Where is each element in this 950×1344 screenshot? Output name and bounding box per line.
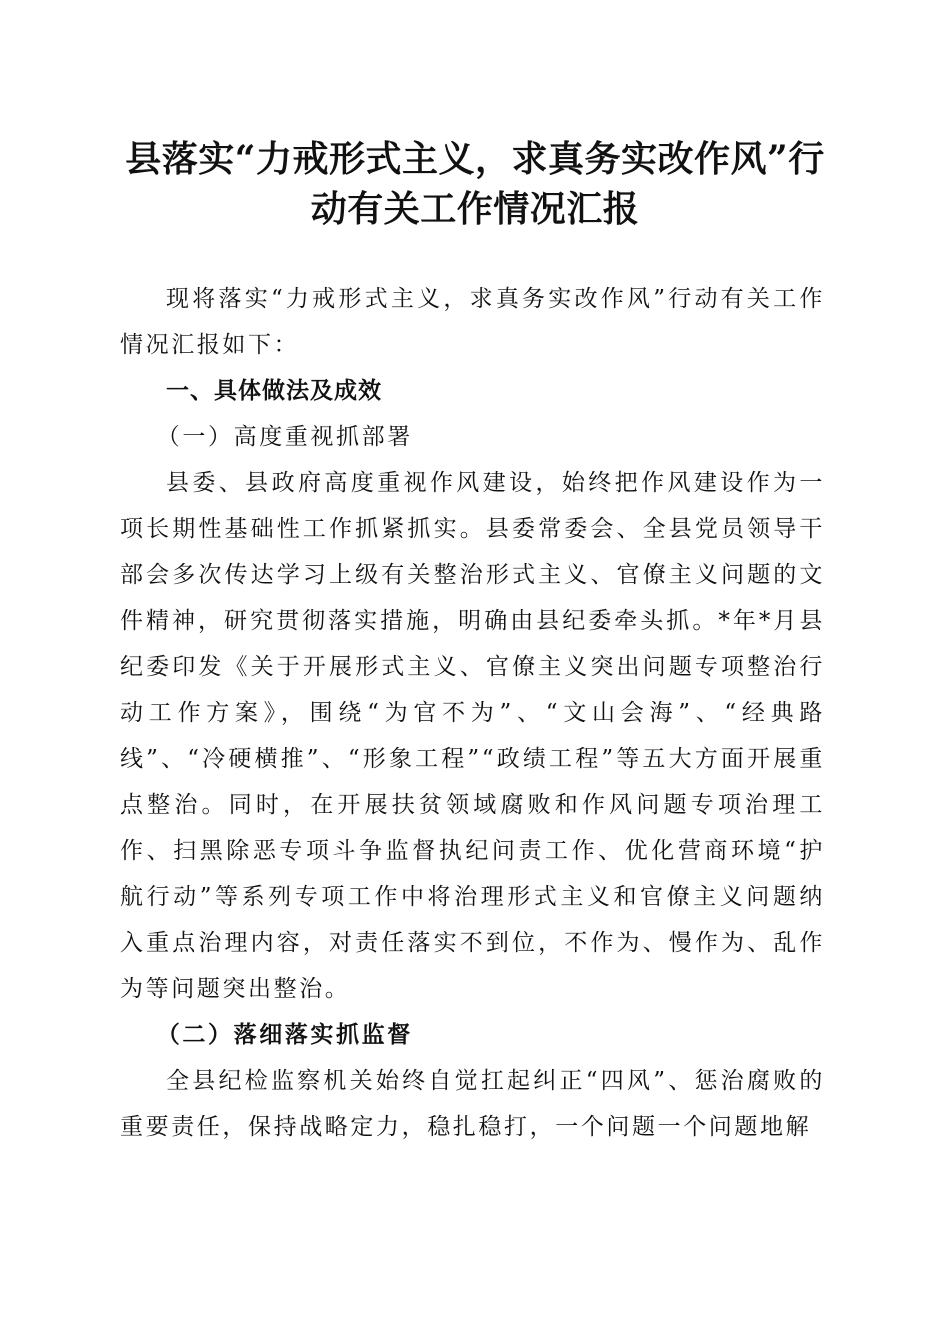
intro-paragraph: 现将落实“力戒形式主义，求真务实改作风”行动有关工作情况汇报如下： [120,286,825,358]
subsection-2-paragraph: 全县纪检监察机关始终自觉扛起纠正“四风”、惩治腐败的重要责任，保持战略定力，稳扎稳打，一个问题一个问题地解 [120,1068,825,1140]
subsection-heading-1: （一）高度重视抓部署 [156,424,413,450]
subsection-heading-2: （二）落细落实抓监督 [156,1021,413,1048]
section-heading-1: 一、具体做法及成效 [166,378,382,404]
title-line-2: 动有关工作情况汇报 [310,188,640,230]
document-title [100,134,850,234]
subsection-1-paragraph: 县委、县政府高度重视作风建设，始终把作风建设作为一项长期性基础性工作抓紧抓实。县委常委会、全县党员领导干部会多次传达学习上级有关整治形式主义、官僚主义问题的文件精神，研究贯彻落实措施，明确由县纪委牵头抓。*年*月县纪委印发《关于开展形式主义、官僚主义突出问题专项整治行动工作方案》，围绕“为官不为”、“文山会海”、“经典路线”、“冷硬横推”、“形象工程”“政绩工程”等五大方面开展重点整治。同时，在开展扶贫领域腐败和作风问题专项治理工作、扫黑除恶专项斗争监督执纪问责工作、优化营商环境“护航行动”等系列专项工作中将治理形式主义和官僚主义问题纳入重点治理内容，对责任落实不到位，不作为、慢作为、乱作为等问题突出整治。 [120,470,825,1002]
title-line-1: 县落实“力戒形式主义，求真务实改作风”行 [125,138,825,180]
document-body [120,276,825,1150]
